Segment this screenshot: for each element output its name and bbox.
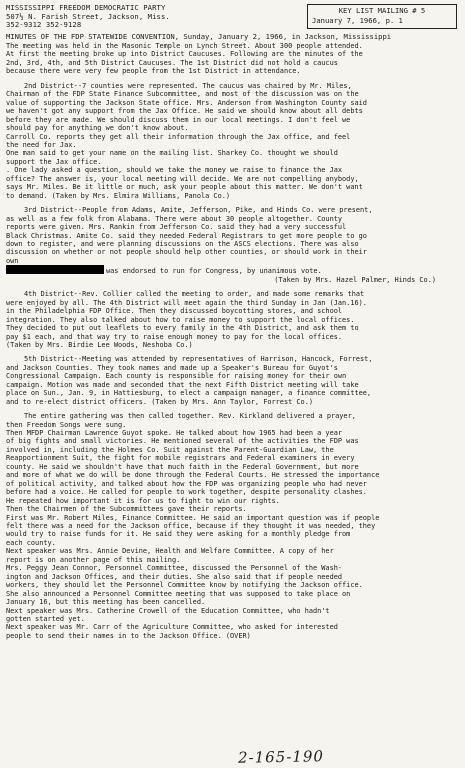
mailing-date-page: January 7, 1966, p. 1: [312, 16, 403, 25]
redacted-line-text: was endorsed to run for Congress, by unanimous vote.: [106, 267, 322, 276]
text-line: and to re-elect district officers. (Taken by Mrs. Ann Taylor, Forrest Co.): [6, 397, 313, 406]
text-line: people to send their names in to the Jackson Office. (OVER): [6, 631, 251, 640]
paragraph: [6, 82, 460, 200]
text-line: Congressional Campaign. Each county is responsible for raising money for their own: [6, 372, 347, 381]
paragraph: [6, 355, 460, 406]
text-line: should pay for anything we don't know about.: [6, 124, 189, 133]
org-name: MISSISSIPPI FREEDOM DEMOCRATIC PARTY: [6, 3, 166, 12]
mailing-key-box: [307, 4, 457, 29]
text-line: Then MFDP Chairman Lawrence Guyot spoke. He talked about how 1965 had been a year: [6, 429, 343, 438]
text-line: At first the meeting broke up into District Caucuses. Following are the minutes of the: [6, 50, 363, 59]
text-line: county. He said we shouldn't have that much faith in the Federal Government, but more: [6, 462, 359, 471]
text-line: report is on another page of this mailing.: [6, 555, 181, 564]
text-line: we haven't got any support from the Jax Office. He said we should know about all debts: [6, 107, 363, 116]
paragraph: [6, 42, 460, 76]
text-line: Next speaker was Mrs. Catherine Crowell of the Education Committee, who hadn't: [6, 606, 330, 615]
text-line: workers, they should let the Personnel Committee know by notifying the Jackson office.: [6, 581, 363, 590]
text-line: pay $1 each, and that way try to raise enough money to pay for the local offices.: [6, 332, 343, 341]
text-line: He repeated how important it is for us to fight to win our rights.: [6, 496, 280, 505]
text-line: 3rd District--People from Adams, Amite, Jefferson, Pike, and Hinds Co. were present,: [24, 206, 373, 215]
text-line: place on Sun., Jan. 9, in Hattiesburg, to elect a campaign manager, a finance committee,: [6, 389, 372, 398]
text-line: because there were very few people from the 1st District in attendance.: [6, 67, 301, 76]
text-line: integration. They also talked about how to raise money to support the local offices.: [6, 315, 355, 324]
key-list-mailing: KEY LIST MAILING # 5: [338, 6, 426, 15]
text-line: as well as a few folk from Alabama. There were about 30 people altogether. County: [6, 214, 343, 223]
text-line: office? The answer is, your local meeting will decide. We are not compelling anybody,: [6, 174, 359, 183]
text-line: Reapportionment Suit, the fight for mobile registrars and Federal examiners in every: [6, 454, 355, 463]
text-line: and Jackson Counties. They took names and made up a Speaker's Bureau for Guyot's: [6, 363, 338, 372]
text-line: discussion on whether or not people should help other counties, or should work in their: [6, 248, 367, 257]
text-line: involved in, including the Holmes Co. Suit against the Parent-Guardian Law, the: [6, 445, 334, 454]
text-line: (Taken by Mrs. Birdie Lee Woods, Neshoba Co.): [6, 340, 193, 349]
text-line: of political activity, and talked about how the FDP was organizing people who had never: [6, 479, 367, 488]
document-body: [6, 42, 460, 646]
paragraph: [6, 290, 460, 349]
text-line: Chairman of the FDP State Finance Subcommittee, and most of the discussion was on the: [6, 90, 359, 99]
text-line: She also announced a Personnel Committee meeting that was supposed to take place on: [6, 589, 351, 598]
text-line: Mrs. Peggy Jean Connor, Personnel Committee, discussed the Personnel of the Wash-: [6, 564, 343, 573]
text-line: The meeting was held in the Masonic Temple on Lynch Street. About 300 people attended.: [6, 42, 363, 50]
text-line: 2nd District--7 counties were represented. The caucus was chaired by Mr. Miles,: [24, 81, 352, 90]
text-line: First was Mr. Robert Miles, Finance Committee. He said an important question was if people: [6, 513, 380, 522]
text-line: Black Christmas. Amite Co. said they needed Federal Registrars to get more people to go: [6, 231, 367, 240]
text-line: felt there was a need for the Jackson office, because if they thought it was needed, they: [6, 522, 376, 531]
text-line: own: [6, 256, 19, 265]
text-line: gotten started yet.: [6, 615, 85, 623]
document-title: MINUTES OF THE FDP STATEWIDE CONVENTION, Sunday, January 2, 1966, in Jackson, Mississippi: [6, 32, 392, 41]
text-line: to demand. (Taken by Mrs. Elmira Williams, Panola Co.): [6, 191, 231, 200]
text-line: ington and Jackson Offices, and their duties. She also said that if people needed: [6, 572, 343, 581]
text-line: reports were given. Mrs. Rankin from Jefferson Co. said they had a very successful: [6, 223, 347, 232]
text-line: of big fights and small victories. He mentioned several of the activities the FDP was: [6, 437, 359, 446]
text-line: were enjoyed by all. The 4th District will meet again the third Sunday in Jan (Jan.16).: [6, 298, 367, 307]
text-line: before had a voice. He called for people to work together, despite personality clashes.: [6, 488, 367, 497]
text-line: then Freedom Songs were sung.: [6, 420, 127, 429]
text-line: value of supporting the Jackson State office. Mrs. Anderson from Washington County said: [6, 98, 367, 107]
text-line: 2nd, 3rd, 4th, and 5th District Caucuses. The 1st District did not hold a caucus: [6, 58, 338, 67]
text-line: 4th District--Rev. Collier called the meeting to order, and made some remarks that: [24, 290, 365, 299]
text-line: the need for Jax.: [6, 140, 77, 149]
paragraph: [6, 206, 460, 284]
text-line: support the Jax office.: [6, 157, 102, 166]
org-phones: 352-9312 352-9128: [6, 20, 82, 30]
redaction-bar: [6, 265, 104, 274]
text-line: each county.: [6, 538, 56, 547]
text-line: in the Philadelphia FDP Office. Then they discussed boycotting stores, and school: [6, 307, 343, 316]
text-line: and more of what we do will be done through the Federal Courts. He stressed the importance: [6, 471, 380, 480]
text-line: before they are made. We should discuss them in our local meetings. I don't feel we: [6, 115, 351, 124]
text-line: Carroll Co. reports they get all their information through the Jax office, and feel: [6, 132, 351, 141]
paragraph: [6, 412, 460, 640]
minutes-credit: (Taken by Mrs. Hazel Palmer, Hinds Co.): [274, 275, 436, 284]
text-line: would try to raise funds for it. He said they were asking for a monthly pledge from: [6, 530, 351, 539]
text-line: 5th District--Meeting was attended by representatives of Harrison, Hancock, Forrest,: [24, 355, 373, 364]
text-line: Next speaker was Mr. Carr of the Agriculture Committee, who asked for interested: [6, 623, 338, 632]
handwritten-annotation: 2-165-190: [237, 747, 325, 767]
organization-header: [6, 4, 170, 30]
redacted-text-line: [6, 265, 460, 275]
text-line: . One lady asked a question, should we take the money we raise to finance the Jax: [6, 166, 343, 175]
text-line: says Mr. Miles. Be it little or much, ask your people about this matter. We don't want: [6, 183, 363, 192]
text-line: down to register, and were planning discussions on the ASCS elections. There was also: [6, 239, 359, 248]
text-line: They decided to put out leaflets to every family in the 4th District, and ask them to: [6, 324, 359, 333]
text-line: Then the Chairmen of the Subcommittees gave their reports.: [6, 505, 247, 514]
text-line: January 16, but this meeting has been cancelled.: [6, 598, 206, 607]
text-line: One man said to get your name on the mailing list. Sharkey Co. thought we should: [6, 149, 338, 158]
text-line: Next speaker was Mrs. Annie Devine, Health and Welfare Committee. A copy of her: [6, 547, 334, 556]
org-address: 507½ N. Farish Street, Jackson, Miss.: [6, 11, 170, 21]
text-line: campaign. Motion was made and seconded that the next Fifth District meeting will take: [6, 380, 359, 389]
text-line: The entire gathering was then called together. Rev. Kirkland delivered a prayer,: [24, 412, 356, 421]
